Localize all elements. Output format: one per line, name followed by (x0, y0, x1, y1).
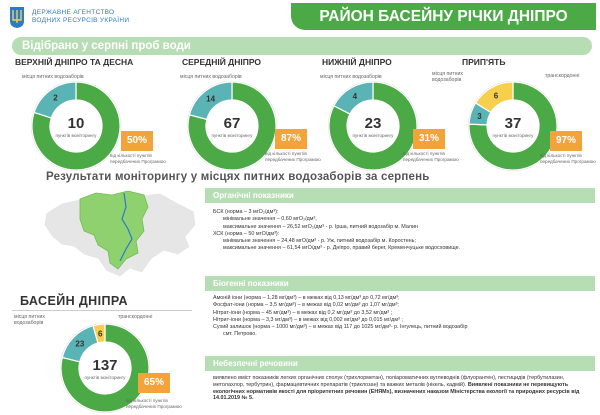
donut-total-label: пунктів моніторингу (55, 133, 97, 138)
hsk-norm: ХСК (норма – 50 мгО/дм³): (213, 230, 280, 237)
percent-note-summary: від кількості пунктів передбачених Програмою (126, 398, 182, 409)
summary-title: БАСЕЙН ДНІПРА (20, 294, 128, 308)
summary-points-label: місця питних водозаборів (14, 314, 45, 327)
basin-extra-label-pripyat: транскордонні (545, 73, 580, 79)
basin-title-pripyat: ПРИП'ЯТЬ (462, 57, 506, 67)
donut-slice-label-yellow: 6 (493, 91, 499, 101)
page-title: РАЙОН БАСЕЙНУ РІЧКИ ДНІПРО (291, 3, 596, 30)
bsk-norm: БСК (норма – 3 мгО₂/дм³): (213, 209, 279, 215)
donut-total: 67 (223, 115, 241, 132)
agency-line-1: ДЕРЖАВНЕ АГЕНТСТВО (32, 9, 115, 16)
biogenic-item: Нітрат-іони (норма – 45 мг/дм³) – в межах від 0,2 мг/дм³ до 3,52 мг/дм³ ; (213, 309, 393, 316)
hazardous-section-title: Небезпечні речовини (205, 356, 595, 371)
donut-total-label: пунктів моніторингу (352, 133, 394, 138)
basin-points-label-pripyat: місця питних водозаборів (432, 71, 463, 84)
donut-total: 37 (504, 115, 522, 132)
biogenic-section-title: Біогенні показники (205, 276, 595, 291)
donut-slice-label-yellow: 6 (97, 329, 103, 339)
hsk-min: мінімальне значення – 24,48 мгО/дм³ - р. Уж, питний водозабір м. Коростень; (223, 238, 416, 245)
donut-slice-label-teal: 4 (352, 92, 358, 102)
bsk-min: мінімальне значення – 0,60 мгО₂/дм³, (223, 216, 317, 223)
biogenic-item: Нітрит-іони (норма – 3,3 мг/дм³) – в межах від 0,002 мг/дм³ до 0,015 мг/дм³ ; (213, 316, 403, 323)
trident-emblem-icon (8, 5, 26, 29)
biogenic-item: Сухий залишок (норма – 1000 мг/дм³) – в межах від 117 до 1025 мг/дм³- р. Інгулець, питний водозабір (213, 324, 468, 331)
donut-total-label: пунктів моніторингу (492, 133, 534, 138)
basin-points-label-middle: місця питних водозаборів (180, 74, 242, 80)
percent-badge-summary: 65% (138, 373, 170, 393)
donut-total: 137 (92, 357, 118, 374)
donut-total-label: пунктів моніторингу (211, 133, 253, 138)
sampled-section-title: Відібрано у серпні проб води (12, 37, 592, 55)
organic-section-body (205, 206, 595, 253)
percent-note-middle: від кількості пунктів передбачених Програмою (265, 151, 321, 162)
hazardous-section-body (205, 372, 595, 402)
percent-badge-pripyat: 97% (550, 131, 582, 151)
bsk-max: максимальне значення – 26,52 мгО₂/дм³ - р. Ірша, питний водозабір м. Малин (223, 223, 418, 230)
donut-slice-label-teal: 2 (53, 93, 58, 103)
donut-total: 10 (67, 115, 85, 132)
summary-divider (12, 310, 192, 311)
basin-points-label-upper: місця питних водозаборів (22, 74, 84, 80)
ukraine-map (40, 185, 200, 285)
biogenic-section-body (205, 292, 595, 339)
basin-title-lower: НИЖНІЙ ДНІПРО (322, 57, 392, 67)
percent-note-upper: від кількості пунктів передбачених Програмою (110, 153, 166, 164)
biogenic-item: Амоній іони (норма – 1,28 мг/дм³) – в межах від 0,13 мг/дм³ до 0,72 мг/дм³; (213, 295, 400, 301)
agency-line-2: ВОДНИХ РЕСУРСІВ УКРАЇНИ (32, 17, 130, 24)
hazardous-text: виявлено вміст показників легких органічних сполук (трихлорметан), поліароматичних вуглеводнів (флуорантен), пестицидів (тербутилазин, метолахлор, тербутрин), фармацевтичних препаратів (триклозан) та важких металів (нікель, кадмій). (213, 375, 565, 388)
basin-title-middle: СЕРЕДНІЙ ДНІПРО (182, 57, 262, 67)
biogenic-item: Фосфат-іони (норма – 3,5 мг/дм³) – в межах від 0,02 мг/дм³ до 1,07 мг/дм³; (213, 302, 399, 309)
basin-points-label-lower: місця питних водозаборів (320, 74, 382, 80)
hsk-max: максимальне значення – 61,54 мгО/дм³ - р. Дніпро, правий берег, Кременчуцьке водосховище. (223, 245, 461, 252)
donut-total-label: пунктів моніторингу (84, 375, 126, 380)
donut-slice-label-teal: 3 (477, 111, 482, 121)
organic-section-title: Органічні показники (205, 188, 595, 203)
summary-extra-label: транскордонні (118, 314, 153, 320)
donut-total: 23 (364, 115, 382, 132)
agency-header (8, 5, 129, 29)
percent-badge-lower: 31% (413, 129, 445, 149)
biogenic-item: смт. Петрово. (223, 331, 257, 338)
basin-title-upper: ВЕРХНІЙ ДНІПРО ТА ДЕСНА (15, 57, 134, 67)
percent-badge-upper: 50% (121, 131, 153, 151)
donut-slice-label-teal: 14 (206, 94, 216, 104)
percent-note-lower: від кількості пунктів передбачених Програмою (403, 151, 459, 162)
percent-badge-middle: 87% (275, 129, 307, 149)
results-title: Результати моніторингу у місцях питних водозаборів за серпень (46, 171, 430, 183)
donut-slice-label-teal: 23 (75, 339, 85, 349)
hazardous-conclusion: Виявлені показники не перевищують екологічних нормативів якості для пріоритетних речовин (ЕНЯМх), визначених наказом Міністерства екології та природних ресурсів від 14.01.2019 № 5. (213, 381, 580, 402)
percent-note-pripyat: від кількості пунктів передбачених Програмою (540, 153, 596, 164)
agency-name (32, 9, 129, 25)
